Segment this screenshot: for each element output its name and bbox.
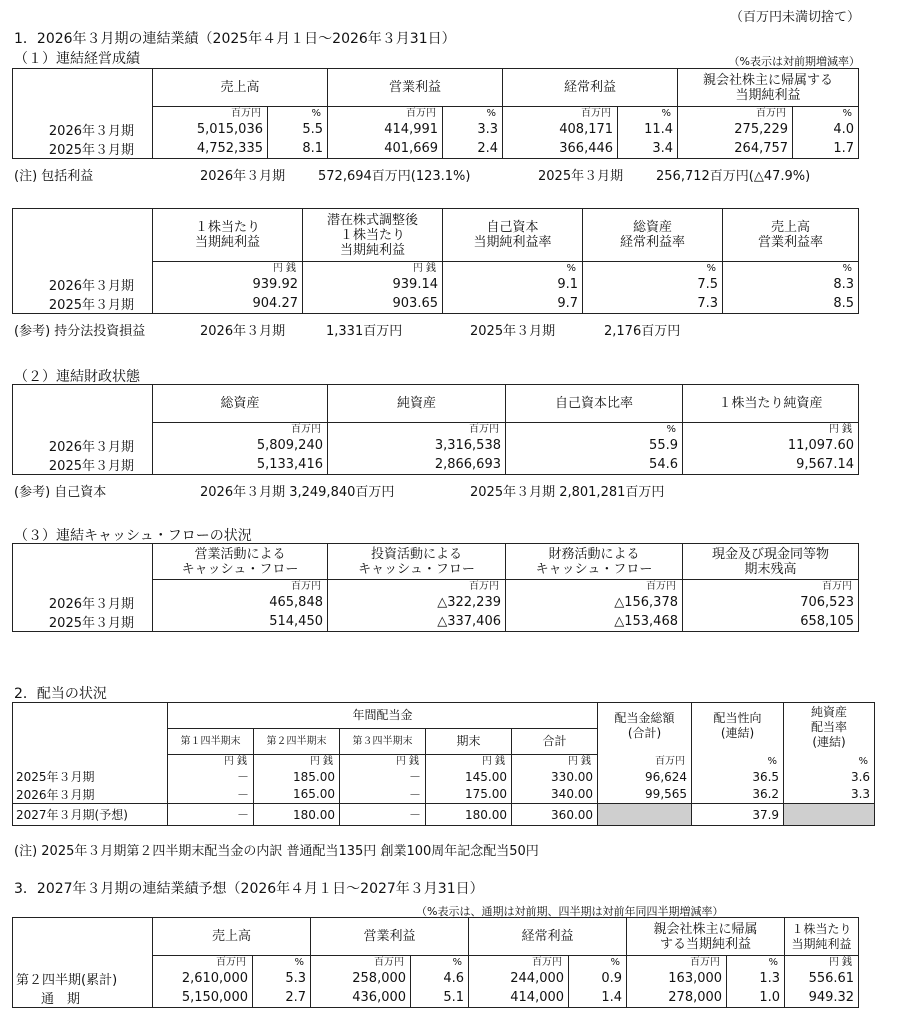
unit-cell: 円 銭	[683, 423, 859, 436]
row-label: 2026年３月期	[13, 436, 153, 455]
unit-cell: 円 銭	[512, 755, 598, 768]
col-roe: 自己資本 当期純利益率	[443, 209, 583, 262]
col-total-dividend: 配当金総額 (合計)	[598, 703, 692, 755]
cell: 401,669	[328, 139, 443, 159]
cell: 5,150,000	[153, 988, 253, 1008]
unit-cell: 円 銭	[340, 755, 426, 768]
unit-cell: %	[727, 956, 785, 969]
unit-cell: 円 銭	[785, 956, 859, 969]
cell: 163,000	[627, 969, 727, 988]
col-ordinary-income: 経常利益	[503, 69, 678, 107]
cell: △153,468	[506, 612, 683, 632]
cell: 54.6	[506, 455, 683, 475]
col-q2: 第２四半期末	[254, 729, 340, 755]
cell: 11,097.60	[683, 436, 859, 455]
unit-cell: 百万円	[683, 580, 859, 593]
row-label: 通 期	[13, 988, 153, 1008]
cell: 939.14	[303, 275, 443, 294]
s2-note-b: 2025年３月期 2,801,281百万円	[470, 485, 665, 500]
cell: 5.1	[411, 988, 469, 1008]
cell: 556.61	[785, 969, 859, 988]
dividend-note: (注) 2025年３月期第２四半期末配当金の内訳 普通配当135円 創業100周年記念配当50円	[14, 844, 539, 859]
col-op-margin: 売上高 営業利益率	[723, 209, 859, 262]
cell: 465,848	[153, 593, 328, 612]
cell: 99,565	[598, 786, 692, 804]
unit-cell: %	[583, 262, 723, 275]
cell: 3.6	[784, 768, 875, 786]
cell: 658,105	[683, 612, 859, 632]
unit-cell: 百万円	[328, 423, 506, 436]
s1-note-b-label: 2025年３月期	[538, 169, 624, 184]
forecast-row	[13, 804, 875, 826]
cell-shaded	[784, 804, 875, 826]
unit-cell: 円 銭	[426, 755, 512, 768]
s1b-note-a-label: 2026年３月期	[200, 324, 286, 339]
col-cash-balance: 現金及び現金同等物 期末残高	[683, 544, 859, 580]
table-row	[13, 969, 859, 988]
col-total: 合計	[512, 729, 598, 755]
cell: 165.00	[254, 786, 340, 804]
table-row	[13, 455, 859, 475]
s1b-note-b-value: 2,176百万円	[604, 324, 681, 339]
cell: 4,752,335	[153, 139, 268, 159]
cell: △322,239	[328, 593, 506, 612]
section1-title: 1．2026年３月期の連結業績（2025年４月１日～2026年３月31日）	[14, 31, 456, 47]
cell: 2.7	[253, 988, 311, 1008]
col-year-end: 期末	[426, 729, 512, 755]
unit-cell: 百万円	[469, 956, 569, 969]
unit-cell: %	[411, 956, 469, 969]
cell: 4.6	[411, 969, 469, 988]
col-diluted-eps: 潜在株式調整後 １株当たり 当期純利益	[303, 209, 443, 262]
forecast-table	[12, 917, 859, 1008]
cell: 366,446	[503, 139, 618, 159]
col-eps: １株当たり 当期純利益	[153, 209, 303, 262]
row-label: 2026年３月期	[13, 275, 153, 294]
col-roa: 総資産 経常利益率	[583, 209, 723, 262]
cell: 939.92	[153, 275, 303, 294]
col-payout-ratio: 配当性向 (連結)	[692, 703, 784, 755]
unit-cell: %	[253, 956, 311, 969]
table-row	[13, 593, 859, 612]
cell: 2,610,000	[153, 969, 253, 988]
row-label: 2025年３月期	[13, 139, 153, 159]
cell: 0.9	[569, 969, 627, 988]
s1-note-a-label: 2026年３月期	[200, 169, 286, 184]
s1-note-a-value: 572,694百万円(123.1%)	[318, 169, 471, 184]
cell-shaded	[598, 804, 692, 826]
cell: 244,000	[469, 969, 569, 988]
forecast-pct-note: （%表示は、通期は対前期、四半期は対前年同四半期増減率）	[416, 905, 724, 918]
cell: 3.4	[618, 139, 678, 159]
col-operating-income: 営業利益	[311, 918, 469, 956]
cell: 5.3	[253, 969, 311, 988]
cell: 278,000	[627, 988, 727, 1008]
unit-cell: 円 銭	[153, 262, 303, 275]
col-operating-income: 営業利益	[328, 69, 503, 107]
cell: 9.7	[443, 294, 583, 314]
cell: 4.0	[793, 120, 859, 139]
cell: 3.3	[784, 786, 875, 804]
s2-note-label: (参考) 自己資本	[14, 485, 107, 500]
row-label: 2027年３月期(予想)	[13, 804, 168, 826]
cell: 145.00	[426, 768, 512, 786]
cell: －	[168, 804, 254, 826]
s3-title: （３）連結キャッシュ・フローの状況	[14, 528, 252, 544]
unit-cell: 百万円	[506, 580, 683, 593]
cell: 706,523	[683, 593, 859, 612]
cell: －	[168, 786, 254, 804]
cell: 5,809,240	[153, 436, 328, 455]
row-label: 2026年３月期	[13, 120, 153, 139]
cell: 7.3	[583, 294, 723, 314]
cell: 258,000	[311, 969, 411, 988]
cell: 8.1	[268, 139, 328, 159]
cell: 36.5	[692, 768, 784, 786]
cell: －	[340, 804, 426, 826]
unit-cell: 百万円	[627, 956, 727, 969]
cell: 185.00	[254, 768, 340, 786]
cell: 36.2	[692, 786, 784, 804]
col-investing-cf: 投資活動による キャッシュ・フロー	[328, 544, 506, 580]
cell: △337,406	[328, 612, 506, 632]
cell: 514,450	[153, 612, 328, 632]
unit-cell: 百万円	[678, 107, 793, 120]
row-label: 第２四半期(累計)	[13, 969, 153, 988]
col-net-assets: 純資産	[328, 385, 506, 423]
col-q3: 第３四半期末	[340, 729, 426, 755]
unit-cell: %	[268, 107, 328, 120]
table-row	[13, 768, 875, 786]
cell: 9,567.14	[683, 455, 859, 475]
row-label: 2025年３月期	[13, 612, 153, 632]
cell: 5.5	[268, 120, 328, 139]
table-row	[13, 436, 859, 455]
s2-title: （２）連結財政状態	[14, 369, 140, 385]
s1b-note-a-value: 1,331百万円	[326, 324, 403, 339]
s2-note-a: 2026年３月期 3,249,840百万円	[200, 485, 395, 500]
cell: 2,866,693	[328, 455, 506, 475]
cell: 1.7	[793, 139, 859, 159]
col-financing-cf: 財務活動による キャッシュ・フロー	[506, 544, 683, 580]
financial-position-table	[12, 384, 859, 475]
unit-cell: 百万円	[328, 107, 443, 120]
cell: 275,229	[678, 120, 793, 139]
cell: 1.4	[569, 988, 627, 1008]
col-ordinary-income: 経常利益	[469, 918, 627, 956]
unit-cell: 百万円	[503, 107, 618, 120]
s1b-note-b-label: 2025年３月期	[470, 324, 556, 339]
cell: 360.00	[512, 804, 598, 826]
cell: 55.9	[506, 436, 683, 455]
cell: 2.4	[443, 139, 503, 159]
cell: 8.5	[723, 294, 859, 314]
cell: 180.00	[254, 804, 340, 826]
cell: －	[168, 768, 254, 786]
cell: 264,757	[678, 139, 793, 159]
col-sales: 売上高	[153, 69, 328, 107]
cash-flow-table	[12, 543, 859, 632]
table-row	[13, 275, 859, 294]
row-label: 2025年３月期	[13, 294, 153, 314]
cell: 949.32	[785, 988, 859, 1008]
cell: 180.00	[426, 804, 512, 826]
cell: 414,000	[469, 988, 569, 1008]
row-label: 2026年３月期	[13, 593, 153, 612]
cell: 11.4	[618, 120, 678, 139]
per-share-table	[12, 208, 859, 314]
col-sales: 売上高	[153, 918, 311, 956]
cell: 175.00	[426, 786, 512, 804]
cell: －	[340, 768, 426, 786]
cell: △156,378	[506, 593, 683, 612]
cell: 3.3	[443, 120, 503, 139]
unit-cell: 百万円	[153, 580, 328, 593]
unit-cell: %	[443, 107, 503, 120]
col-annual-dividend: 年間配当金	[168, 703, 598, 729]
cell: 903.65	[303, 294, 443, 314]
cell: 96,624	[598, 768, 692, 786]
unit-cell: 円 銭	[254, 755, 340, 768]
cell: 8.3	[723, 275, 859, 294]
cell: 7.5	[583, 275, 723, 294]
s1-title: （１）連結経営成績	[14, 51, 140, 67]
col-eps: １株当たり 当期純利益	[785, 918, 859, 956]
cell: 340.00	[512, 786, 598, 804]
unit-cell: %	[618, 107, 678, 120]
unit-cell: %	[692, 755, 784, 768]
unit-cell: 百万円	[598, 755, 692, 768]
cell: 1.3	[727, 969, 785, 988]
cell: 9.1	[443, 275, 583, 294]
col-bps: １株当たり純資産	[683, 385, 859, 423]
s1-note-b-value: 256,712百万円(△47.9%)	[656, 169, 811, 184]
operating-results-table	[12, 68, 859, 159]
unit-cell: 百万円	[328, 580, 506, 593]
cell: 436,000	[311, 988, 411, 1008]
table-row	[13, 786, 875, 804]
s1b-note-label: (参考) 持分法投資損益	[14, 324, 146, 339]
table-row	[13, 294, 859, 314]
cell: 37.9	[692, 804, 784, 826]
unit-note: （百万円未満切捨て）	[729, 10, 860, 25]
unit-cell: 百万円	[153, 107, 268, 120]
unit-cell: 百万円	[311, 956, 411, 969]
cell: 330.00	[512, 768, 598, 786]
cell: 3,316,538	[328, 436, 506, 455]
col-net-income: 親会社株主に帰属 する当期純利益	[627, 918, 785, 956]
unit-cell: %	[506, 423, 683, 436]
table-row	[13, 612, 859, 632]
col-doe: 純資産 配当率 (連結)	[784, 703, 875, 755]
dividend-title: 2．配当の状況	[14, 686, 107, 702]
unit-cell: 百万円	[153, 956, 253, 969]
unit-cell: %	[569, 956, 627, 969]
cell: 904.27	[153, 294, 303, 314]
unit-cell: 百万円	[153, 423, 328, 436]
table-row	[13, 988, 859, 1008]
cell: －	[340, 786, 426, 804]
cell: 5,133,416	[153, 455, 328, 475]
row-label: 2025年３月期	[13, 768, 168, 786]
col-total-assets: 総資産	[153, 385, 328, 423]
row-label: 2026年３月期	[13, 786, 168, 804]
cell: 414,991	[328, 120, 443, 139]
cell: 5,015,036	[153, 120, 268, 139]
unit-cell: 円 銭	[303, 262, 443, 275]
unit-cell: %	[793, 107, 859, 120]
table-row	[13, 120, 859, 139]
row-label: 2025年３月期	[13, 455, 153, 475]
unit-cell: %	[443, 262, 583, 275]
unit-cell: %	[784, 755, 875, 768]
unit-cell: %	[723, 262, 859, 275]
forecast-title: 3．2027年３月期の連結業績予想（2026年４月１日～2027年３月31日）	[14, 881, 484, 897]
cell: 408,171	[503, 120, 618, 139]
col-operating-cf: 営業活動による キャッシュ・フロー	[153, 544, 328, 580]
unit-cell: 円 銭	[168, 755, 254, 768]
table-row	[13, 139, 859, 159]
s1-note-label: (注) 包括利益	[14, 169, 94, 184]
col-net-income: 親会社株主に帰属する 当期純利益	[678, 69, 859, 107]
col-q1: 第１四半期末	[168, 729, 254, 755]
s1-pct-note: （%表示は対前期増減率）	[728, 55, 860, 68]
col-equity-ratio: 自己資本比率	[506, 385, 683, 423]
cell: 1.0	[727, 988, 785, 1008]
dividend-table	[12, 702, 875, 826]
